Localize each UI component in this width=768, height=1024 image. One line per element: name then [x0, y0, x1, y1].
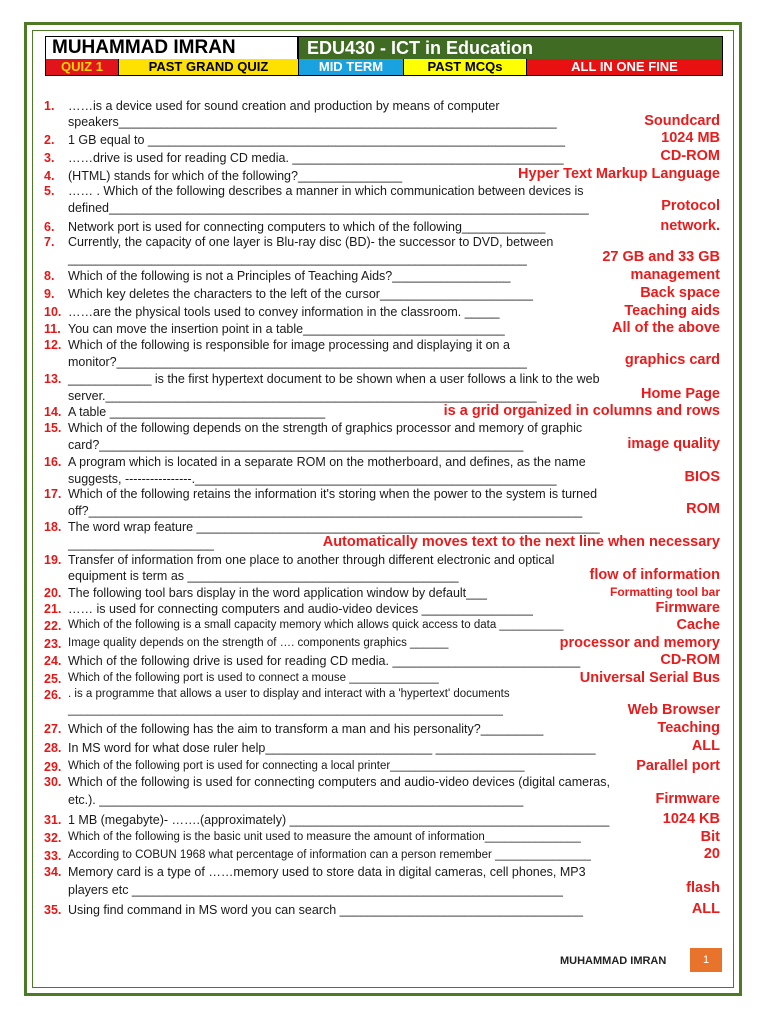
question-number: 12. [44, 338, 62, 352]
answer-text: CD-ROM [660, 652, 720, 668]
question-number: 33. [44, 849, 62, 863]
question-text: …… is used for connecting computers and audio-video devices ________________ [68, 602, 533, 616]
answer-text: Automatically moves text to the next line when necessary [322, 534, 720, 550]
header-banner [45, 36, 723, 60]
question-text: Which of the following is the basic unit used to measure the amount of information_______________ [68, 831, 581, 843]
question-number: 24. [44, 654, 62, 668]
question-text: Which of the following port is used for connecting a local printer_____________________ [68, 760, 525, 772]
question-number: 35. [44, 903, 62, 917]
question-text: defined_____________________________________________________________________ [68, 201, 589, 215]
answer-text: 27 GB and 33 GB [602, 249, 720, 265]
question-text: Which of the following retains the information it's storing when the power to the system is turned [68, 487, 598, 501]
question-text: Which of the following port is used to connect a mouse ______________ [68, 672, 439, 684]
question-text: The following tool bars display in the word application window by default___ [68, 586, 488, 600]
answer-text: image quality [627, 436, 720, 452]
question-number: 20. [44, 586, 62, 600]
question-number: 7. [44, 235, 55, 249]
question-number: 2. [44, 133, 55, 147]
question-number: 10. [44, 305, 62, 319]
question-text: (HTML) stands for which of the following?_______________ [68, 169, 403, 183]
question-text: Which of the following depends on the strength of graphics processor and memory of graphic [68, 421, 583, 435]
tab-past-grand-quiz: PAST GRAND QUIZ [119, 59, 299, 75]
question-number: 14. [44, 405, 62, 419]
answer-text: 1024 MB [661, 130, 720, 146]
question-number: 5. [44, 184, 55, 198]
answer-text: graphics card [624, 352, 720, 368]
question-number: 11. [44, 322, 61, 336]
question-text: . is a programme that allows a user to display and interact with a 'hypertext' documents [68, 688, 510, 700]
question-text: server.______________________________________________________________ [68, 389, 537, 403]
answer-text: BIOS [684, 469, 720, 485]
answer-text: Soundcard [644, 113, 720, 129]
footer-author: MUHAMMAD IMRAN [560, 955, 667, 967]
question-number: 22. [44, 619, 62, 633]
answer-text: Teaching aids [624, 303, 720, 319]
answer-text: Firmware [655, 600, 720, 616]
question-text: Memory card is a type of ……memory used to store data in digital cameras, cell phones, MP3 [68, 865, 586, 879]
answer-text: Parallel port [636, 758, 720, 774]
question-number: 23. [44, 637, 62, 651]
header-tabs [45, 59, 723, 76]
tab-all-in-one: ALL IN ONE FINE [527, 59, 722, 75]
question-number: 15. [44, 421, 62, 435]
answer-text: Home Page [641, 386, 720, 402]
question-text: _____________________ [68, 537, 214, 551]
answer-text: processor and memory [559, 635, 720, 651]
question-number: 25. [44, 672, 62, 686]
question-text: Which of the following drive is used for reading CD media. ___________________________ [68, 654, 581, 668]
question-number: 17. [44, 487, 62, 501]
question-number: 16. [44, 455, 62, 469]
question-text: 1 MB (megabyte)- …….(approximately) ______________________________________________ [68, 813, 610, 827]
answer-text: Bit [700, 829, 720, 845]
question-text: You can move the insertion point in a table_____________________________ [68, 322, 505, 336]
question-text: According to COBUN 1968 what percentage of information can a person remember _______________ [68, 849, 591, 861]
question-number: 9. [44, 287, 55, 301]
answer-text: Protocol [661, 198, 720, 214]
question-number: 34. [44, 865, 62, 879]
question-text: 1 GB equal to ____________________________________________________________ [68, 133, 566, 147]
question-number: 31. [44, 813, 62, 827]
question-text: card?_____________________________________________________________ [68, 438, 524, 452]
answer-text: Back space [640, 285, 720, 301]
answer-text: 20 [703, 846, 720, 862]
tab-mid-term: MID TERM [299, 59, 404, 75]
question-text: Which of the following is a small capacity memory which allows quick access to data __________ [68, 619, 564, 631]
answer-text: Cache [676, 617, 720, 633]
question-number: 29. [44, 760, 62, 774]
question-number: 13. [44, 372, 62, 386]
answer-text: flash [686, 880, 720, 896]
answer-text: ROM [686, 501, 720, 517]
question-number: 4. [44, 169, 55, 183]
page-number: 1 [690, 948, 722, 972]
question-number: 32. [44, 831, 62, 845]
question-text: __________________________________________________________________ [68, 252, 527, 266]
answer-text: network. [660, 218, 720, 234]
question-number: 6. [44, 220, 55, 234]
answer-text: Web Browser [627, 702, 720, 718]
question-text: ____________ is the first hypertext document to be shown when a user follows a link to the web [68, 372, 600, 386]
question-text: Using find command in MS word you can search ___________________________________ [68, 903, 583, 917]
question-number: 26. [44, 688, 62, 702]
answer-text: Universal Serial Bus [579, 670, 720, 686]
question-number: 27. [44, 722, 62, 736]
question-text: ……is a device used for sound creation and production by means of computer [68, 99, 500, 113]
question-text: Which of the following is not a Principles of Teaching Aids?_________________ [68, 269, 511, 283]
question-text: ……are the physical tools used to convey information in the classroom. _____ [68, 305, 500, 319]
question-text: A program which is located in a separate ROM on the motherboard, and defines, as the name [68, 455, 586, 469]
question-number: 8. [44, 269, 55, 283]
question-text: In MS word for what dose ruler help________________________ _______________________ [68, 741, 596, 755]
question-number: 21. [44, 602, 62, 616]
answer-text: 1024 KB [662, 811, 720, 827]
question-number: 30. [44, 775, 62, 789]
question-text: off?_______________________________________________________________________ [68, 504, 583, 518]
answer-text: ALL [691, 901, 720, 917]
question-number: 28. [44, 741, 62, 755]
question-text: speakers_______________________________________________________________ [68, 115, 557, 129]
question-text: equipment is term as _______________________________________ [68, 569, 459, 583]
question-text: Transfer of information from one place to another through different electronic and optical [68, 553, 555, 567]
question-text: Which key deletes the characters to the left of the cursor______________________ [68, 287, 533, 301]
answer-text: CD-ROM [660, 148, 720, 164]
question-text: Image quality depends on the strength of …. components graphics ______ [68, 637, 449, 649]
question-text: Which of the following is used for connecting computers and audio-video devices (digital cameras, [68, 775, 610, 789]
question-text: A table _______________________________ [68, 405, 326, 419]
question-text: The word wrap feature __________________________________________________________ [68, 520, 600, 534]
answer-text: management [630, 267, 720, 283]
answer-text: ALL [691, 738, 720, 754]
answer-text: All of the above [612, 320, 720, 336]
answer-text: flow of information [589, 567, 720, 583]
question-text: Currently, the capacity of one layer is Blu-ray disc (BD)- the successor to DVD, between [68, 235, 554, 249]
question-text: Which of the following is responsible for image processing and displaying it on a [68, 338, 510, 352]
question-text: monitor?___________________________________________________________ [68, 355, 527, 369]
question-text: ____________________________________________________________________ [68, 704, 503, 716]
answer-text: Teaching [657, 720, 720, 736]
question-text: suggests, ----------------.____________________________________________________ [68, 472, 557, 486]
question-text: etc.). _____________________________________________________________ [68, 793, 524, 807]
question-text: players etc ______________________________________________________________ [68, 883, 563, 897]
course-title: EDU430 - ICT in Education [299, 37, 722, 59]
tab-quiz-1: QUIZ 1 [46, 59, 119, 75]
answer-text: Formatting tool bar [610, 585, 720, 599]
answer-text: is a grid organized in columns and rows [443, 403, 720, 419]
question-number: 18. [44, 520, 62, 534]
question-number: 19. [44, 553, 62, 567]
question-text: …… . Which of the following describes a manner in which communication between devices is [68, 184, 584, 198]
question-text: Which of the following has the aim to transform a man and his personality?_________ [68, 722, 544, 736]
question-text: Network port is used for connecting computers to which of the following____________ [68, 220, 546, 234]
answer-text: Hyper Text Markup Language [518, 166, 720, 182]
question-number: 1. [44, 99, 55, 113]
question-number: 3. [44, 151, 55, 165]
answer-text: Firmware [655, 791, 720, 807]
author-name: MUHAMMAD IMRAN [46, 37, 299, 59]
tab-past-mcqs: PAST MCQs [404, 59, 527, 75]
question-text: ……drive is used for reading CD media. _______________________________________ [68, 151, 564, 165]
